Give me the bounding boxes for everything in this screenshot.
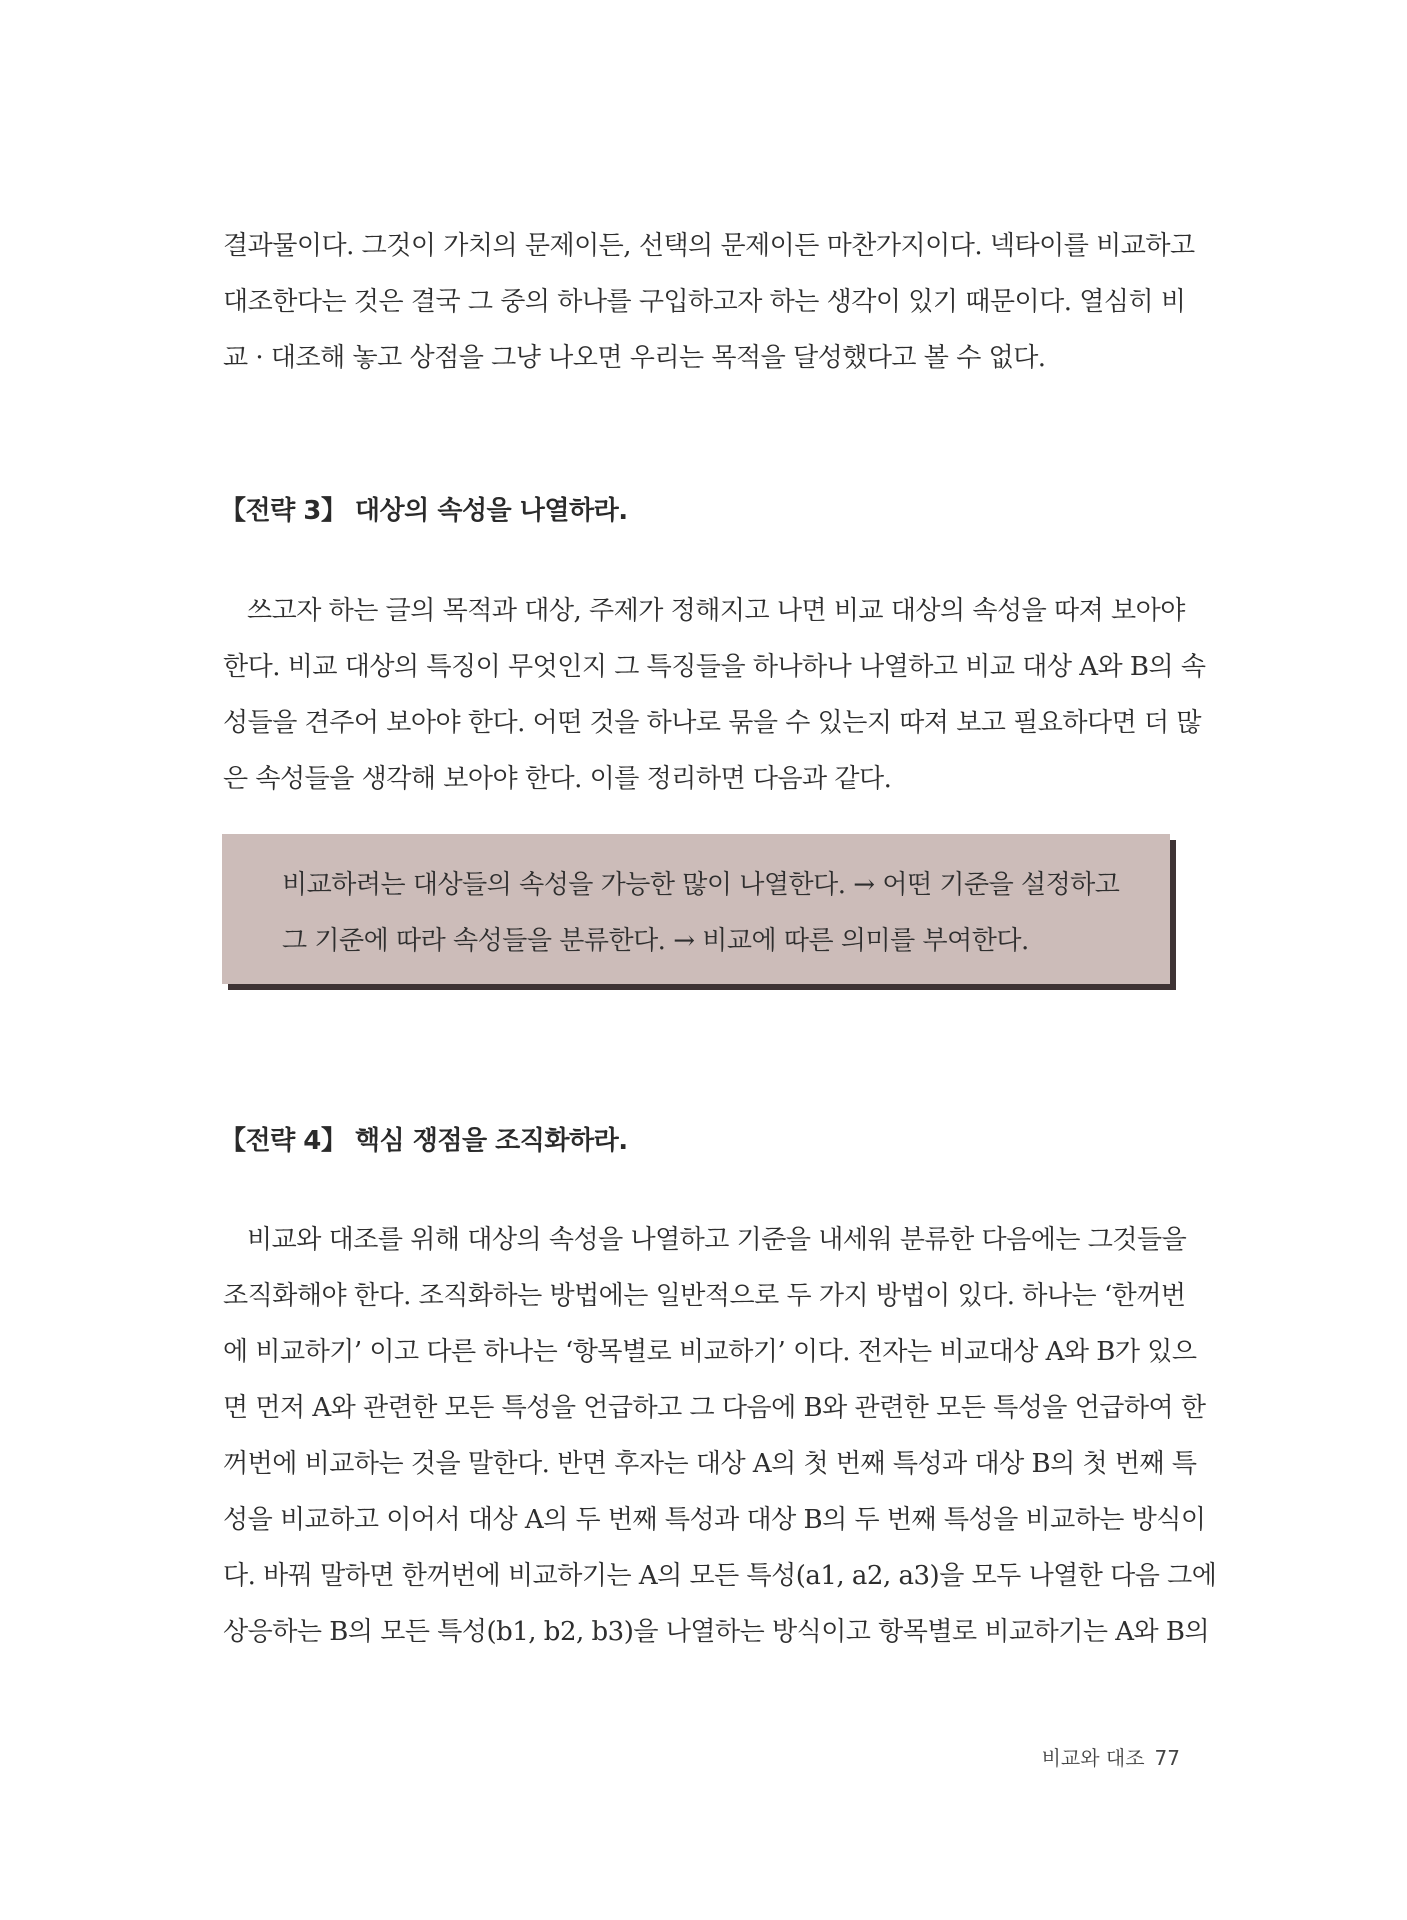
strategy-4-heading: 【전략 4】 핵심 쟁점을 조직화하라. <box>220 1126 628 1156</box>
footer-section-title: 비교와 대조 <box>1041 1746 1145 1770</box>
strategy-4-paragraph <box>223 1212 1217 1660</box>
summary-line: 비교하려는 대상들의 속성을 가능한 많이 나열한다. → 어떤 기준을 설정하고 <box>282 870 1120 900</box>
paragraph-line: 성을 비교하고 이어서 대상 A의 두 번째 특성과 대상 B의 두 번째 특성을 비교하는 방식이 <box>223 1505 1206 1535</box>
paragraph-line: 성들을 견주어 보아야 한다. 어떤 것을 하나로 묶을 수 있는지 따져 보고 필요하다면 더 많 <box>223 708 1202 738</box>
paragraph-line: 상응하는 B의 모든 특성(b1, b2, b3)을 나열하는 방식이고 항목별로 비교하기는 A와 B의 <box>223 1617 1210 1647</box>
paragraph-line: 결과물이다. 그것이 가치의 문제이든, 선택의 문제이든 마찬가지이다. 넥타이를 비교하고 <box>223 231 1195 261</box>
paragraph-line: 꺼번에 비교하는 것을 말한다. 반면 후자는 대상 A의 첫 번째 특성과 대상 B의 첫 번째 특 <box>223 1449 1197 1479</box>
paragraph-line: 조직화해야 한다. 조직화하는 방법에는 일반적으로 두 가지 방법이 있다. 하나는 ‘한꺼번 <box>223 1281 1186 1311</box>
page-footer <box>1042 1742 1180 1771</box>
paragraph-line: 에 비교하기’ 이고 다른 하나는 ‘항목별로 비교하기’ 이다. 전자는 비교대상 A와 B가 있으 <box>223 1337 1197 1367</box>
paragraph-line: 다. 바꿔 말하면 한꺼번에 비교하기는 A의 모든 특성(a1, a2, a3)을 모두 나열한 다음 그에 <box>223 1561 1217 1591</box>
intro-paragraph <box>223 218 1195 386</box>
paragraph-line: 쓰고자 하는 글의 목적과 대상, 주제가 정해지고 나면 비교 대상의 속성을 따져 보아야 <box>247 596 1185 626</box>
summary-box <box>222 834 1170 984</box>
strategy-3-heading: 【전략 3】 대상의 속성을 나열하라. <box>220 496 628 526</box>
paragraph-line: 면 먼저 A와 관련한 모든 특성을 언급하고 그 다음에 B와 관련한 모든 특성을 언급하여 한 <box>223 1393 1206 1423</box>
summary-line: 그 기준에 따라 속성들을 분류한다. → 비교에 따른 의미를 부여한다. <box>282 926 1029 956</box>
paragraph-line: 은 속성들을 생각해 보아야 한다. 이를 정리하면 다음과 같다. <box>223 764 892 794</box>
paragraph-line: 한다. 비교 대상의 특징이 무엇인지 그 특징들을 하나하나 나열하고 비교 대상 A와 B의 속 <box>223 652 1206 682</box>
paragraph-line: 비교와 대조를 위해 대상의 속성을 나열하고 기준을 내세워 분류한 다음에는 그것들을 <box>247 1225 1187 1255</box>
page-number: 77 <box>1154 1746 1180 1770</box>
paragraph-line: 교 · 대조해 놓고 상점을 그냥 나오면 우리는 목적을 달성했다고 볼 수 없다. <box>223 343 1046 373</box>
strategy-3-paragraph <box>223 583 1206 807</box>
paragraph-line: 대조한다는 것은 결국 그 중의 하나를 구입하고자 하는 생각이 있기 때문이다. 열심히 비 <box>223 287 1186 317</box>
